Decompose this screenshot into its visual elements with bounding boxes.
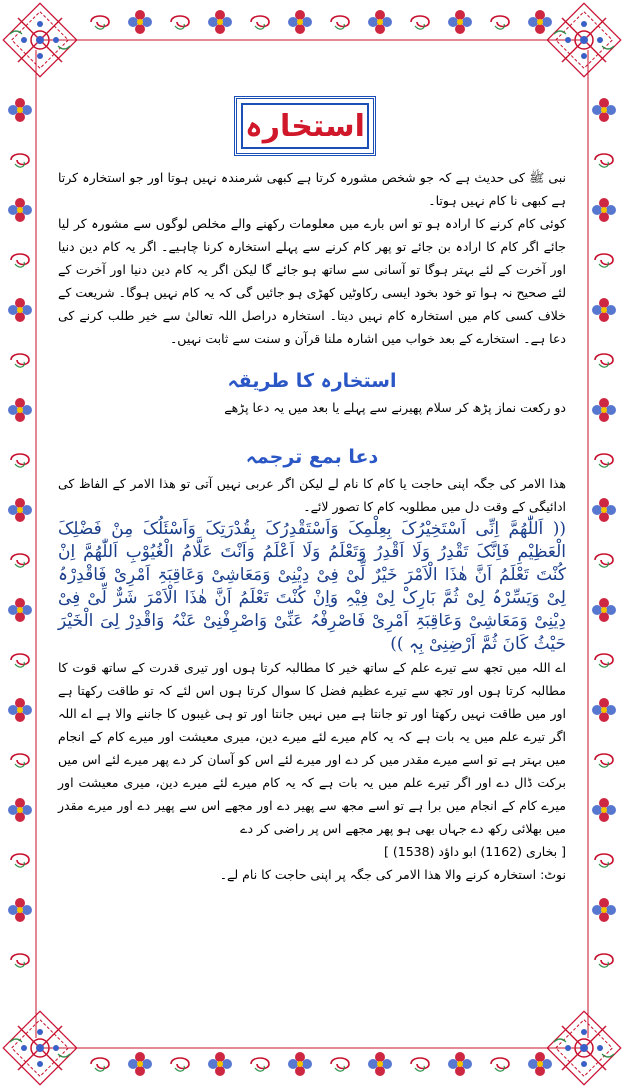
- dua-instruction: ھذا الامر کی جگہ اپنی حاجت یا کام کا نام لے لیکن اگر عربی نہیں آتی تو ھذا الامر کے الفاظ کی ادائیگی کے وقت دل میں مطلوبہ کام کا تصور لائے۔: [58, 476, 566, 514]
- title-frame: [234, 96, 376, 156]
- method-text: دو رکعت نماز پڑھ کر سلام پھیرنے سے پہلے یا بعد میں یہ دعا پڑھے: [224, 400, 566, 415]
- page-title: استخارہ: [241, 103, 369, 149]
- intro-paragraph: کوئی کام کرنے کا ارادہ ہو تو اس بارے میں معلومات رکھنے والے مخلص لوگوں سے مشورہ کر لیا جائے اگر کام کا ارادہ بن جائے تو پھر کام کرنے سے پہلے استخارہ کرنا چاہیے۔ اگر یہ کام دین دنیا اور آخرت کے لئے بہتر ہوگا تو آسانی سے ساتھ ہو جائے گا لیکن اگر یہ کام دین دنیا اور آخرت کے لئے صحیح نہ ہوا تو خود بخود ایسی رکاوٹیں کھڑی ہو جائیں گی کہ یہ کام نہیں ہوگا۔ شریعت کے خلاف کسی کام میں استخارہ کام نہیں دیتا۔ استخارہ دراصل اللہ تعالیٰ سے خیر طلب کرنے کی دعا ہے۔ استخارے کے بعد خواب میں اشارہ ملنا قرآن و سنت سے ثابت نہیں۔: [58, 216, 566, 346]
- intro-paragraph: نبی ﷺ کی حدیث ہے کہ جو شخص مشورہ کرتا ہے کبھی شرمندہ نہیں ہوتا اور جو استخارہ کرتا ہے کبھی نا کام نہیں ہوتا۔: [58, 170, 566, 208]
- article: [58, 84, 566, 1004]
- dua-section: [58, 442, 566, 886]
- intro-section: [58, 166, 566, 350]
- dua-arabic-text: (( اَللّٰھُمَّ اِنِّی اَسْتَخِیْرُکَ بِعِلْمِکَ وَاَسْتَقْدِرُکَ بِقُدْرَتِکَ وَاَسْئَلُکَ مِنْ فَضْلِکَ الْعَظِیْمِ فَاِنَّکَ تَقْدِرُ وَلَا اَقْدِرُ وَتَعْلَمُ وَلَا اَعْلَمُ وَاَنْتَ عَلَّامُ الْغُیُوْبِ اَللّٰھُمَّ اِنْ کُنْتَ تَعْلَمُ اَنَّ ھٰذَا الْاَمْرَ خَیْرٌ لِّیْ فِیْ دِیْنِیْ وَمَعَاشِیْ وَعَاقِبَۃِ اَمْرِیْ فَاقْدِرْہُ لِیْ وَیَسِّرْہُ لِیْ ثُمَّ بَارِکْ لِیْ فِیْہِ وَاِنْ کُنْتَ تَعْلَمُ اَنَّ ھٰذَا الْاَمْرَ شَرٌّ لِّیْ فِیْ دِیْنِیْ وَمَعَاشِیْ وَعَاقِبَۃِ اَمْرِیْ فَاصْرِفْہُ عَنِّیْ وَاصْرِفْنِیْ عَنْہُ وَاقْدِرْ لِیَ الْخَیْرَ حَیْثُ کَانَ ثُمَّ اَرْضِنِیْ بِہٖ )): [58, 519, 566, 654]
- dua-heading: دعا بمع ترجمہ: [245, 446, 379, 468]
- note-text: نوٹ: استخارہ کرنے والا ھذا الامر کی جگہ پر اپنی حاجت کا نام لے۔: [219, 867, 566, 882]
- method-section: [58, 366, 566, 419]
- hadith-reference: [ بخاری (1162) ابو داؤد (1538) ]: [384, 844, 566, 859]
- dua-translation: اے اللہ میں تجھ سے تیرے علم کے ساتھ خیر کا مطالبہ کرتا ہوں اور تیری قدرت کے ساتھ قوت کا مطالبہ کرتا ہوں اور تجھ سے تیرے عظیم فضل کا سوال کرتا ہوں اس لئے کہ تو طاقت رکھتا ہے اور میں طاقت نہیں رکھتا اور تو جانتا ہے میں نہیں جانتا اور تو ہی غیبوں کا جاننے والا ہے اے اللہ اگر تیرے علم میں یہ بات ہے کہ یہ کام میرے لئے میرے دین، میری معیشت اور میرے کام کے انجام میں بہتر ہے تو اسے میرے مقدر میں کر دے اور میرے لئے اس کو آسان کر دے پھر میرے لئے اس میں برکت ڈال دے اور اگر تیرے علم میں یہ بات ہے کہ یہ کام میرے لئے میرے دین، میری معیشت اور میرے کام کے انجام میں برا ہے تو اسے مجھ سے پھیر دے اور مجھے اس سے پھیر دے اور میرے مقدر میں بھلائی رکھ دے جہاں بھی ہو پھر مجھے اس پر راضی کر دے: [58, 660, 566, 836]
- method-heading: استخارہ کا طریقہ: [227, 370, 397, 392]
